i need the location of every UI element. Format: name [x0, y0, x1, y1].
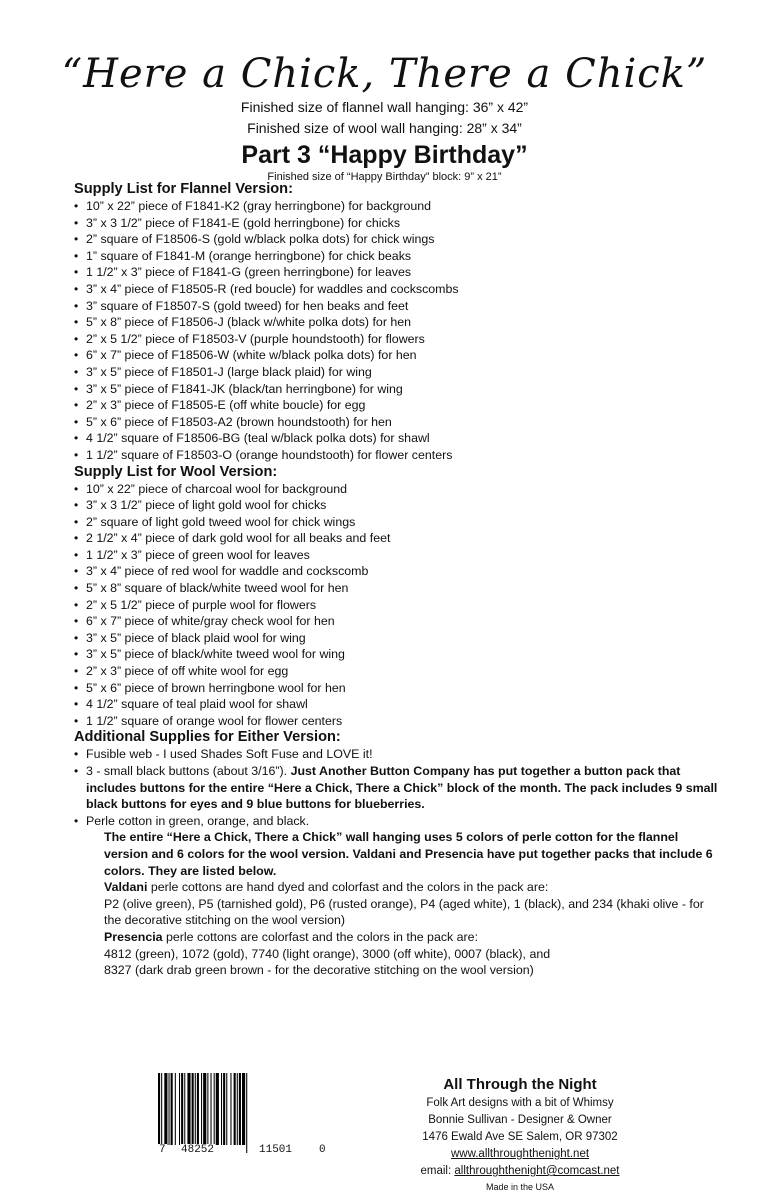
publisher-info [370, 1075, 670, 1194]
list-item: • 1 1/2” square of F18503-O (orange houndstooth) for flower centers [74, 447, 724, 464]
barcode-bar [197, 1073, 199, 1145]
barcode-digit-check: 0 [319, 1144, 326, 1156]
barcode-bar [179, 1073, 180, 1145]
presencia-colors: 4812 (green), 1072 (gold), 7740 (light orange), 3000 (off white), 0007 (black), and [104, 946, 551, 961]
barcode-bar [192, 1073, 194, 1145]
barcode-bar [214, 1073, 215, 1145]
valdani-colors: P2 (olive green), P5 (tarnished gold), P6 (rusted orange), P4 (aged white), 1 (black), and 234 (khaki olive - for the decorative stitching on the wool version) [104, 896, 704, 928]
flannel-finished-size: Finished size of flannel wall hanging: 36” x 42” [240, 99, 529, 115]
presencia-description: perle cottons are colorfast and the colors in the pack are: [166, 929, 479, 944]
list-item: • 6” x 7” piece of white/gray check wool for hen [74, 613, 724, 630]
list-item: • 2” x 5 1/2” piece of purple wool for flowers [74, 597, 724, 614]
list-item: • 1 1/2” x 3” piece of green wool for leaves [74, 547, 724, 564]
list-item: • 1 1/2” x 3” piece of F1841-G (green herringbone) for leaves [74, 264, 724, 281]
button-pack-note: Just Another Button Company has put together a button pack that includes buttons for the entire “Here a Chick, There a Chick” block of the month. The pack includes 9 small black buttons for eyes and 9 blue buttons for blueberries. [86, 764, 718, 812]
barcode-bar [181, 1073, 183, 1145]
barcode-bar [211, 1073, 212, 1145]
additional-heading: Additional Supplies for Either Version: [74, 729, 341, 746]
presencia-brand: Presencia [104, 929, 163, 944]
list-item: • 3” x 3 1/2” piece of light gold wool for chicks [74, 497, 724, 514]
list-item: • 2” square of F18506-S (gold w/black polka dots) for chick wings [74, 231, 724, 248]
block-finished-size: Finished size of “Happy Birthday” block: 9” x 21” [267, 171, 502, 183]
list-item: • 3” x 5” piece of F1841-JK (black/tan herringbone) for wing [74, 381, 724, 398]
company-name: All Through the Night [443, 1076, 597, 1093]
flannel-heading: Supply List for Flannel Version: [74, 181, 293, 197]
barcode-bar [184, 1073, 185, 1145]
part-title: Part 3 “Happy Birthday” [241, 141, 528, 169]
valdani-line [104, 879, 724, 896]
barcode-digit-group-1: 48252 [181, 1144, 215, 1156]
barcode-bar [239, 1073, 241, 1145]
flannel-supply-list [74, 198, 724, 464]
list-item: • 3” x 3 1/2” piece of F1841-E (gold herringbone) for chicks [74, 215, 724, 232]
barcode-bar [158, 1073, 160, 1153]
wool-heading: Supply List for Wool Version: [74, 463, 278, 480]
list-item: • 4 1/2” square of F18506-BG (teal w/black polka dots) for shawl [74, 430, 724, 447]
barcode-bar [207, 1073, 208, 1145]
list-item: • 5” x 6” piece of brown herringbone wool for hen [74, 680, 724, 697]
presencia-line [104, 929, 724, 946]
barcode-digit-group-2: 11501 [259, 1144, 293, 1156]
list-item: • Fusible web - I used Shades Soft Fuse and LOVE it! [74, 746, 724, 763]
barcode-bar [237, 1073, 238, 1145]
barcode-bar [242, 1073, 245, 1145]
list-item: • 3” x 5” piece of F18501-J (large black plaid) for wing [74, 364, 724, 381]
list-item: • 5” x 8” piece of F18506-J (black w/white polka dots) for hen [74, 314, 724, 331]
list-item: • 3” x 4” piece of red wool for waddle and cockscomb [74, 563, 724, 580]
barcode-number [158, 1144, 333, 1160]
designer-owner: Bonnie Sullivan - Designer & Owner [428, 1114, 612, 1126]
barcode-bar [169, 1073, 170, 1145]
barcode-bar [234, 1073, 236, 1145]
wool-finished-size: Finished size of wool wall hanging: 28” x 34” [247, 120, 522, 136]
list-item: • 2 1/2” x 4” piece of dark gold wool for all beaks and feet [74, 530, 724, 547]
list-item: • 5” x 6” piece of F18503-A2 (brown houndstooth) for hen [74, 414, 724, 431]
email-line [370, 1163, 670, 1180]
pattern-title: “Here a Chick, There a Chick” [61, 51, 708, 97]
list-item: • 2” x 3” piece of F18505-E (off white boucle) for egg [74, 397, 724, 414]
perle-details [86, 829, 724, 978]
website-link[interactable]: www.allthroughthenight.net [450, 1148, 590, 1160]
barcode-bar [203, 1073, 206, 1153]
list-item: • 1 1/2” square of orange wool for flower centers [74, 713, 724, 730]
barcode-bar [164, 1073, 167, 1145]
email-label: email: [420, 1165, 452, 1177]
company-address: 1476 Ewald Ave SE Salem, OR 97302 [422, 1131, 618, 1143]
barcode-bar [246, 1073, 247, 1153]
valdani-brand: Valdani [104, 880, 148, 895]
list-item: • 2” x 3” piece of off white wool for egg [74, 663, 724, 680]
list-item: • 3” x 4” piece of F18505-R (red boucle) for waddles and cockscombs [74, 281, 724, 298]
barcode-bar [175, 1073, 176, 1145]
list-item: • 3” x 5” piece of black/white tweed wool for wing [74, 646, 724, 663]
list-item: • 3” x 5” piece of black plaid wool for wing [74, 630, 724, 647]
barcode-bar [195, 1073, 196, 1145]
barcode-bar [221, 1073, 222, 1145]
barcode-bar [171, 1073, 173, 1145]
barcode-bar [201, 1073, 202, 1145]
perle-pack-note: The entire “Here a Chick, There a Chick” wall hanging uses 5 colors of perle cotton for the flannel version and 6 colors for the wool version. Valdani and Presencia have put together packs that include 6 colors. They are listed below. [104, 830, 713, 878]
presencia-colors-continued: 8327 (dark drab green brown - for the decorative stitching on the wool version) [104, 963, 534, 978]
list-item: • 10” x 22” piece of charcoal wool for background [74, 481, 724, 498]
list-item: • 5” x 8” square of black/white tweed wool for hen [74, 580, 724, 597]
list-item: • 10” x 22” piece of F1841-K2 (gray herringbone) for background [74, 198, 724, 215]
list-item [74, 763, 724, 813]
list-item: • 2” x 5 1/2” piece of F18503-V (purple houndstooth) for flowers [74, 331, 724, 348]
list-item [74, 813, 724, 979]
company-tagline: Folk Art designs with a bit of Whimsy [426, 1097, 614, 1109]
barcode-bar [161, 1073, 162, 1153]
barcode-digit-lead: 7 [159, 1144, 166, 1156]
barcode-bar [223, 1073, 225, 1145]
list-item: • 4 1/2” square of teal plaid wool for shawl [74, 696, 724, 713]
email-link[interactable]: allthroughthenight@comcast.net [454, 1165, 620, 1177]
perle-cotton-text: • Perle cotton in green, orange, and black. [86, 813, 310, 828]
wool-supply-list [74, 481, 724, 730]
list-item: • 6” x 7” piece of F18506-W (white w/black polka dots) for hen [74, 347, 724, 364]
list-item: • 2” square of light gold tweed wool for chick wings [74, 514, 724, 531]
barcode-bar [230, 1073, 231, 1145]
barcode-bar [226, 1073, 227, 1145]
barcode-bar [187, 1073, 190, 1145]
supply-content [74, 181, 724, 979]
barcode-bar [216, 1073, 219, 1145]
valdani-description: perle cottons are hand dyed and colorfast and the colors in the pack are: [150, 880, 549, 895]
buttons-text: 3 - small black buttons (about 3/16”). [86, 764, 288, 778]
additional-supply-list [74, 746, 724, 978]
barcode-bars [158, 1073, 333, 1153]
list-item: • 1” square of F1841-M (orange herringbone) for chick beaks [74, 248, 724, 265]
list-item: • 3” square of F18507-S (gold tweed) for hen beaks and feet [74, 298, 724, 315]
made-in-usa: Made in the USA [485, 1182, 555, 1192]
